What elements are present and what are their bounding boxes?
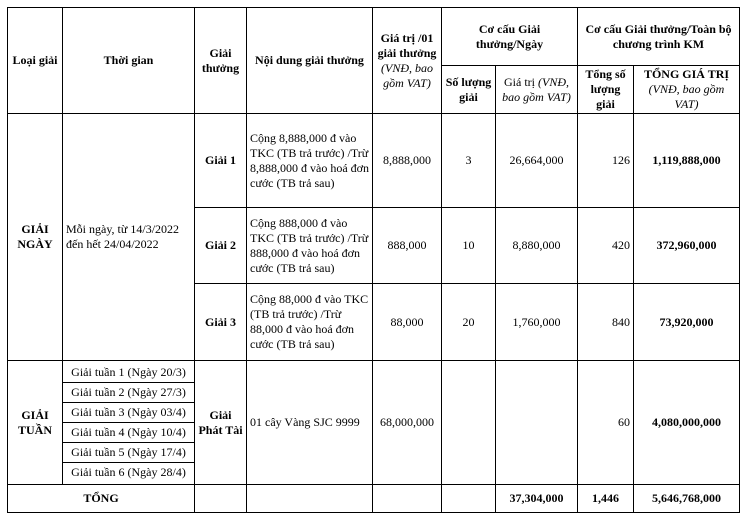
daily-prize-1: Giải 1 [195,114,247,208]
weekly-row [8,361,740,485]
header-daily-value-label: Giá trị [504,74,535,89]
daily-qty-2: 10 [442,208,496,284]
header-unit-value-label: Giá trị /01 giải thưởng [377,30,437,60]
daily-value-3: 1,760,000 [496,284,578,361]
total-empty-3 [373,485,442,513]
daily-prize-3: Giải 3 [195,284,247,361]
daily-unit-value-3: 88,000 [373,284,442,361]
total-empty-2 [247,485,373,513]
weekly-total-value: 4,080,000,000 [634,361,740,485]
daily-content-2: Cộng 888,000 đ vào TKC (TB trả trước) /Trừ 888,000 đ vào hoá đơn cước (TB trả sau) [247,208,373,284]
daily-unit-value-2: 888,000 [373,208,442,284]
weekly-type: GIẢI TUẦN [8,361,63,485]
daily-content-1: Cộng 8,888,000 đ vào TKC (TB trả trước) /Trừ 8,888,000 đ vào hoá đơn cước (TB trả sau) [247,114,373,208]
daily-total-qty-3: 840 [578,284,634,361]
header-time: Thời gian [63,8,195,114]
daily-total-value-2: 372,960,000 [634,208,740,284]
daily-total-value-3: 73,920,000 [634,284,740,361]
total-label: TỔNG [8,485,195,513]
header-total-value [634,66,740,114]
week-item-4: Giải tuần 4 (Ngày 10/4) [63,423,194,443]
week-item-6: Giải tuần 6 (Ngày 28/4) [71,465,186,479]
header-program-structure: Cơ cấu Giải thưởng/Toàn bộ chương trình KM [578,8,740,66]
daily-value-1: 26,664,000 [496,114,578,208]
prize-table [7,7,740,513]
weekly-value-empty [496,361,578,485]
week-item-1: Giải tuần 1 (Ngày 20/3) [63,363,194,383]
daily-row-1 [8,114,740,208]
daily-qty-3: 20 [442,284,496,361]
header-total-value-label: TỔNG GIÁ TRỊ [643,67,730,81]
daily-time: Mỗi ngày, từ 14/3/2022 đến hết 24/04/2022 [63,114,195,361]
header-type: Loại giải [8,8,63,114]
total-empty-4 [442,485,496,513]
weekly-total-qty: 60 [578,361,634,485]
header-daily-value-note: (VNĐ, bao gồm VAT) [502,74,571,104]
daily-prize-2: Giải 2 [195,208,247,284]
total-value: 5,646,768,000 [634,485,740,513]
weekly-qty-empty [442,361,496,485]
header-total-qty: Tổng số lượng giải [578,66,634,114]
header-daily-qty: Số lượng giải [442,66,496,114]
header-content: Nội dung giải thưởng [247,8,373,114]
header-prize: Giải thưởng [195,8,247,114]
header-unit-value [373,8,442,114]
header-row [8,8,740,66]
daily-total-qty-2: 420 [578,208,634,284]
header-daily-structure: Cơ cấu Giải thưởng/Ngày [442,8,578,66]
weekly-content: 01 cây Vàng SJC 9999 [247,361,373,485]
daily-value-2: 8,880,000 [496,208,578,284]
total-empty-1 [195,485,247,513]
daily-type: GIẢI NGÀY [8,114,63,361]
header-unit-value-note: (VNĐ, bao gồm VAT) [381,60,433,90]
weekly-dates [63,361,195,485]
daily-total-qty-1: 126 [578,114,634,208]
week-item-2: Giải tuần 2 (Ngày 27/3) [63,383,194,403]
week-item-5: Giải tuần 5 (Ngày 17/4) [63,443,194,463]
daily-qty-1: 3 [442,114,496,208]
total-qty: 1,446 [578,485,634,513]
daily-unit-value-1: 8,888,000 [373,114,442,208]
header-total-value-note: (VNĐ, bao gồm VAT) [648,82,725,111]
total-daily-value: 37,304,000 [496,485,578,513]
daily-content-3: Cộng 88,000 đ vào TKC (TB trả trước) /Trừ 88,000 đ vào hoá đơn cước (TB trả sau) [247,284,373,361]
weekly-unit-value: 68,000,000 [373,361,442,485]
daily-total-value-1: 1,119,888,000 [634,114,740,208]
total-row [8,485,740,513]
weekly-prize: Giải Phát Tài [195,361,247,485]
week-item-3: Giải tuần 3 (Ngày 03/4) [63,403,194,423]
header-daily-value [496,66,578,114]
